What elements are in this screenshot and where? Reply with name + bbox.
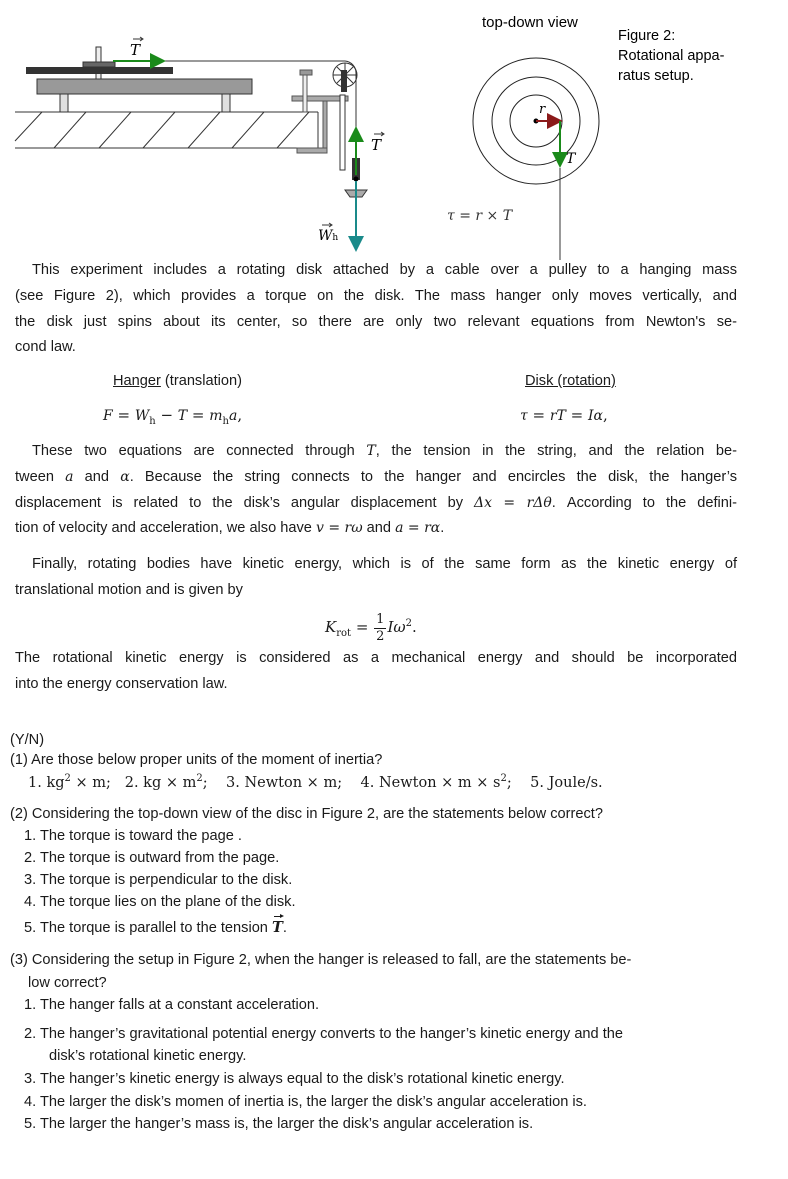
vector-arrow-icon (274, 916, 282, 917)
tension-label-hanger: T (371, 136, 382, 154)
math-operator: × m; 2. kg × m (70, 774, 197, 791)
text-run: Finally, rotating bodies have kinetic energy, which is of the same form as the kinetic energy of (32, 556, 737, 572)
math-run: F (103, 408, 113, 424)
text-line (32, 556, 737, 572)
clamp-side (323, 101, 327, 150)
weight-vector-accent-icon (322, 223, 332, 227)
rotating-disk (26, 67, 173, 74)
side-view-apparatus (15, 37, 384, 248)
base-plate (37, 79, 252, 94)
top-down-view (447, 14, 599, 260)
text-run: tion of velocity and acceleration, we also have (15, 520, 316, 537)
math-operator: = (527, 406, 550, 424)
math-run: rT (549, 408, 566, 424)
tension-label-top: T (566, 151, 576, 167)
superscript: 2 (64, 773, 71, 784)
tension-vector (272, 919, 283, 936)
q2-item: 3. The torque is perpendicular to the disk. (24, 872, 293, 888)
math-operator: ; 5. Joule/s. (506, 774, 603, 791)
text-run: into the energy conservation law. (15, 675, 228, 692)
text-run: tween (15, 468, 66, 485)
text-line (15, 676, 737, 692)
math-run: T (177, 408, 188, 424)
torque-equation: τ = r × T (447, 208, 513, 224)
text-run: and (73, 468, 121, 485)
math-run: W (134, 408, 150, 424)
text-line (15, 650, 737, 666)
q3-item: 3. The hanger’s kinetic energy is always equal to the disk’s rotational kinetic energy. (24, 1071, 565, 1087)
text-line (32, 262, 737, 278)
math-run: a = rα (395, 520, 441, 537)
figure-caption (618, 28, 725, 84)
clamp-bolt-head (300, 70, 312, 75)
text-run: This experiment includes a rotating disk attached by a cable over a pulley to a hanging mass (32, 262, 737, 278)
tension-vector-letter: T (271, 919, 283, 936)
eq-sub: rot (336, 628, 352, 639)
math-run: m (209, 408, 223, 424)
text-run: The rotational kinetic energy is considered as a mechanical energy and should be incorporated (15, 650, 737, 666)
eq-equals: = (351, 618, 374, 636)
q3-item: 1. The hanger falls at a constant acceleration. (24, 997, 320, 1013)
math-run: a (228, 408, 238, 424)
math-run: T (366, 443, 376, 459)
text-run: the disk just spins about its center, so there are only two relevant equations from Newton's se- (15, 313, 737, 330)
q3-item: 4. The larger the disk’s momen of inertia is, the larger the disk’s angular acceleration is. (24, 1094, 587, 1110)
clamp-bottom (297, 148, 327, 153)
math-operator: = (187, 406, 210, 424)
disk-equation (520, 406, 608, 424)
table (15, 112, 318, 148)
text-line (32, 443, 737, 459)
eq-sup: 2 (405, 618, 412, 629)
fraction (374, 612, 386, 644)
question-3: (3) Considering the setup in Figure 2, when the hanger is released to fall, are the statements be- (10, 952, 632, 968)
text-run: , the tension in the string, and the relation be- (375, 443, 738, 459)
text-run: (see Figure 2), which provides a torque on the disk. The mass hanger only moves vertically, and (15, 287, 737, 304)
tension-label: T (130, 41, 141, 59)
math-run: a (65, 468, 74, 485)
text-line (15, 582, 737, 598)
q2-item: 1. The torque is toward the page . (24, 828, 242, 844)
superscript: 2 (196, 773, 203, 784)
text-line (15, 520, 737, 536)
text-run: displacement is related to the disk’s angular displacement by (15, 494, 475, 511)
q2-item: 4. The torque lies on the plane of the disk. (24, 894, 296, 910)
text-line (15, 314, 737, 330)
math-operator: 1. kg (28, 774, 65, 791)
math-operator: = (565, 406, 588, 424)
text-run: translational motion and is given by (15, 581, 243, 598)
text-run: cond law. (15, 339, 76, 356)
math-operator: ; 3. Newton × m; 4. Newton × m × s (202, 774, 501, 791)
text-line (15, 339, 737, 355)
q3-item: 5. The larger the hanger’s mass is, the larger the disk’s angular acceleration is. (24, 1116, 534, 1132)
q3-item-cont: disk’s rotational kinetic energy. (49, 1048, 247, 1064)
kinetic-energy-equation (325, 612, 417, 644)
top-down-view-label: top-down view (482, 14, 578, 31)
numerator: 1 (376, 612, 385, 627)
text-run: . (440, 520, 445, 537)
radius-label: r (539, 102, 546, 117)
math-run: Δx = rΔθ (474, 494, 552, 511)
question-1-options (28, 773, 603, 791)
q3-item: 2. The hanger’s gravitational potential energy converts to the hanger’s kinetic energy and the (24, 1026, 624, 1042)
math-operator: , (237, 406, 243, 424)
question-3-cont: low correct? (28, 975, 107, 991)
math-run: α (120, 468, 130, 485)
denominator: 2 (376, 629, 385, 644)
subscript: h (149, 416, 156, 427)
caption-line: Rotational appa- (618, 48, 725, 64)
question-2: (2) Considering the top-down view of the disc in Figure 2, are the statements below correct? (10, 806, 603, 822)
pulley-rod (340, 95, 345, 170)
math-operator: = (112, 406, 135, 424)
q2-item: 5. The torque is parallel to the tension T. (24, 919, 287, 936)
eq-k: K (325, 618, 337, 636)
yn-label: (Y/N) (10, 732, 45, 748)
hanger-heading-rest: (translation) (160, 373, 242, 389)
text-run: . According to the defini- (551, 494, 737, 511)
text-line (15, 469, 737, 485)
math-run: τ (520, 408, 528, 424)
disk-heading: Disk (rotation) (525, 373, 616, 389)
caption-line: ratus setup. (618, 68, 694, 84)
caption-line: Figure 2: (618, 28, 676, 44)
text-line (15, 288, 737, 304)
math-run: v = rω (315, 520, 363, 537)
eq-end: . (411, 618, 417, 636)
figure-2 (0, 0, 788, 262)
q2-item: 2. The torque is outward from the page. (24, 850, 280, 866)
text-run: These two equations are connected through (32, 443, 367, 459)
pulley-mount (341, 70, 347, 92)
superscript: 2 (500, 773, 507, 784)
clamp-bolt (303, 75, 307, 112)
question-1: (1) Are those below proper units of the moment of inertia? (10, 752, 383, 768)
text-line (15, 495, 737, 511)
math-operator: , (602, 406, 608, 424)
math-run: Iα (588, 408, 603, 424)
base-leg (60, 94, 68, 112)
hanger-heading-underlined: Hanger (113, 373, 161, 389)
hanger-equation (103, 406, 242, 427)
base-leg (222, 94, 230, 112)
disk-hub (83, 62, 115, 67)
text-run: and (362, 520, 396, 537)
hanger-heading (113, 373, 242, 389)
text-run: . Because the string connects to the hanger and encircles the disk, the hanger’s (129, 468, 737, 485)
weight-label: Wh (318, 228, 339, 244)
hanger-hook (354, 177, 359, 182)
eq-rest: Iω (387, 618, 406, 636)
q2-item-text: 5. The torque is parallel to the tension (24, 920, 272, 936)
math-operator: − (155, 406, 178, 424)
subscript: h (222, 416, 229, 427)
